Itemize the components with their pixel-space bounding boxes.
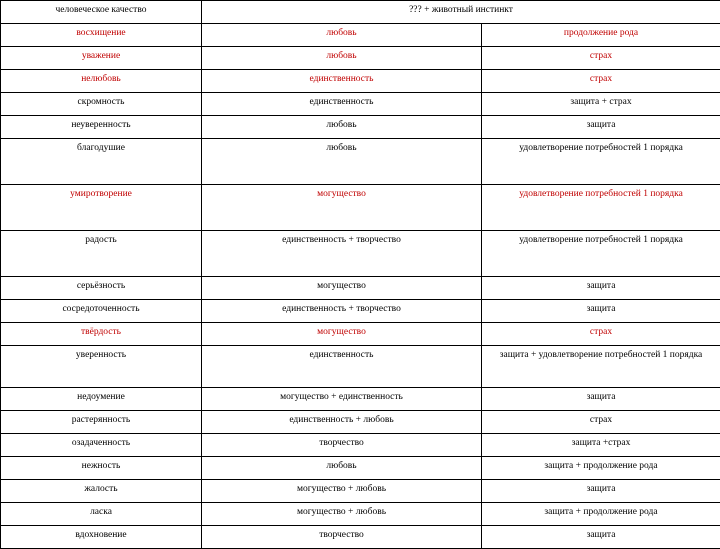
- header-row: [1, 1, 720, 24]
- quality-cell: недоумение: [1, 388, 202, 411]
- component-cell: единственность + творчество: [202, 300, 482, 323]
- quality-cell: серьёзность: [1, 277, 202, 300]
- table-row: [1, 93, 720, 116]
- quality-cell: озадаченность: [1, 434, 202, 457]
- quality-cell: скромность: [1, 93, 202, 116]
- component-cell: любовь: [202, 24, 482, 47]
- component-cell: любовь: [202, 457, 482, 480]
- table-row: [1, 480, 720, 503]
- table-row: [1, 457, 720, 480]
- component-cell: единственность: [202, 346, 482, 388]
- component-cell: единственность: [202, 70, 482, 93]
- table-row: [1, 139, 720, 185]
- table-row: [1, 526, 720, 549]
- component-cell: могущество + любовь: [202, 503, 482, 526]
- quality-cell: радость: [1, 231, 202, 277]
- instinct-cell: страх: [482, 323, 720, 346]
- quality-cell: неуверенность: [1, 116, 202, 139]
- component-cell: творчество: [202, 526, 482, 549]
- instinct-cell: защита: [482, 480, 720, 503]
- component-cell: единственность: [202, 93, 482, 116]
- quality-cell: уверенность: [1, 346, 202, 388]
- table-row: [1, 277, 720, 300]
- instinct-cell: страх: [482, 47, 720, 70]
- quality-cell: нежность: [1, 457, 202, 480]
- instinct-cell: защита + продолжение рода: [482, 503, 720, 526]
- component-cell: могущество + любовь: [202, 480, 482, 503]
- instinct-cell: страх: [482, 70, 720, 93]
- table-row: [1, 323, 720, 346]
- instinct-cell: страх: [482, 411, 720, 434]
- table-row: [1, 434, 720, 457]
- table-row: [1, 70, 720, 93]
- instinct-cell: защита + страх: [482, 93, 720, 116]
- instinct-cell: защита: [482, 388, 720, 411]
- instinct-cell: защита: [482, 526, 720, 549]
- instinct-cell: защита + продолжение рода: [482, 457, 720, 480]
- component-cell: могущество: [202, 323, 482, 346]
- component-cell: единственность + творчество: [202, 231, 482, 277]
- table-row: [1, 116, 720, 139]
- instinct-cell: защита: [482, 277, 720, 300]
- table-row: [1, 185, 720, 231]
- table-row: [1, 231, 720, 277]
- component-cell: могущество: [202, 277, 482, 300]
- instinct-cell: удовлетворение потребностей 1 порядка: [482, 139, 720, 185]
- component-cell: любовь: [202, 116, 482, 139]
- table-row: [1, 47, 720, 70]
- instinct-cell: защита +страх: [482, 434, 720, 457]
- component-cell: любовь: [202, 47, 482, 70]
- table-row: [1, 503, 720, 526]
- instinct-cell: защита: [482, 116, 720, 139]
- instinct-cell: удовлетворение потребностей 1 порядка: [482, 185, 720, 231]
- instinct-cell: защита: [482, 300, 720, 323]
- quality-cell: жалость: [1, 480, 202, 503]
- quality-cell: нелюбовь: [1, 70, 202, 93]
- quality-cell: сосредоточенность: [1, 300, 202, 323]
- table-row: [1, 346, 720, 388]
- instinct-cell: защита + удовлетворение потребностей 1 порядка: [482, 346, 720, 388]
- quality-cell: растерянность: [1, 411, 202, 434]
- table-row: [1, 388, 720, 411]
- table-row: [1, 300, 720, 323]
- component-cell: могущество: [202, 185, 482, 231]
- quality-cell: твёрдость: [1, 323, 202, 346]
- quality-cell: благодушие: [1, 139, 202, 185]
- component-cell: творчество: [202, 434, 482, 457]
- table-row: [1, 411, 720, 434]
- header-quality: человеческое качество: [1, 1, 202, 24]
- component-cell: любовь: [202, 139, 482, 185]
- quality-cell: ласка: [1, 503, 202, 526]
- quality-cell: вдохновение: [1, 526, 202, 549]
- instinct-cell: удовлетворение потребностей 1 порядка: [482, 231, 720, 277]
- component-cell: единственность + любовь: [202, 411, 482, 434]
- quality-cell: умиротворение: [1, 185, 202, 231]
- header-instinct: ??? + животный инстинкт: [202, 1, 720, 24]
- quality-cell: уважение: [1, 47, 202, 70]
- quality-cell: восхищение: [1, 24, 202, 47]
- table-row: [1, 24, 720, 47]
- instinct-cell: продолжение рода: [482, 24, 720, 47]
- component-cell: могущество + единственность: [202, 388, 482, 411]
